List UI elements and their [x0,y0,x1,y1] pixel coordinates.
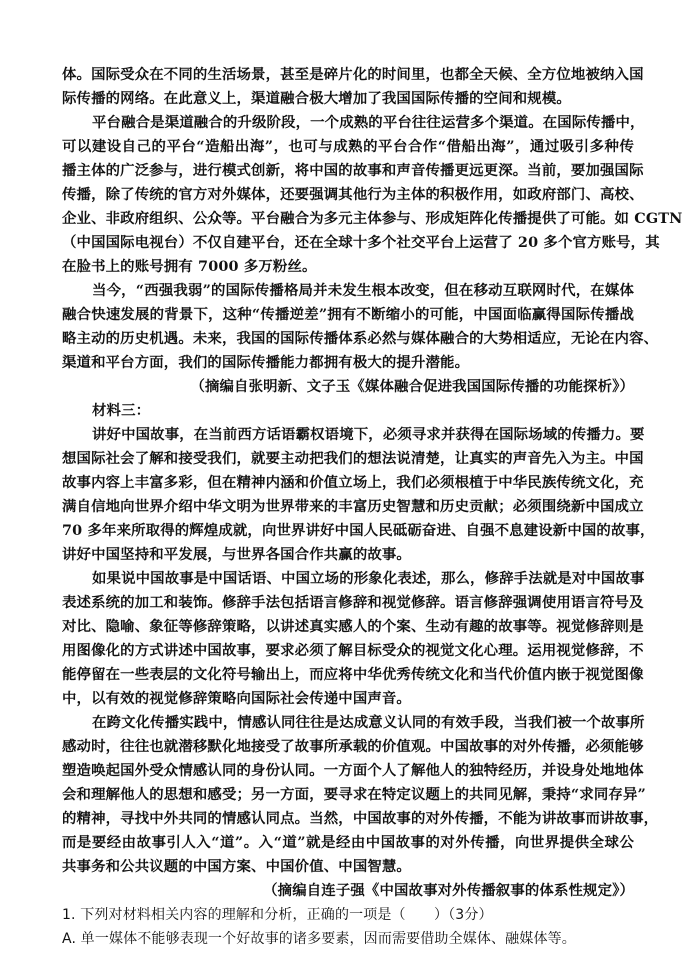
paragraph-line: 在脸书上的账号拥有 7000 多万粉丝。 [62,258,317,275]
answer-option-a[interactable]: A. 单一媒体不能够表现一个好故事的诸多要素，因而需要借助全媒体、融媒体等。 [62,931,576,947]
paragraph-line: 对比、隐喻、象征等修辞策略，以讲述真实感人的个案、生动有趣的故事等。视觉修辞则是 [62,618,644,635]
paragraph-line: 用图像化的方式讲述中国故事，要求必须了解目标受众的视觉文化心理。运用视觉修辞，不 [62,642,644,659]
paragraph-line: 70 多年来所取得的辉煌成就，向世界讲好中国人民砥砺奋进、自强不息建设新中国的故事， [62,522,655,539]
paragraph-line: 想国际社会了解和接受我们，就要主动把我们的想法说清楚，让真实的声音先入为主。中国 [62,450,644,467]
paragraph-line: 讲好中国故事，在当前西方话语霸权语境下，必须寻求并获得在国际场域的传播力。要 [92,426,645,443]
paragraph-line: 融合快速发展的背景下，这种“传播逆差”拥有不断缩小的可能，中国面临赢得国际传播战 [62,306,634,323]
paragraph-line: 中，以有效的视觉修辞策略向国际社会传递中国声音。 [62,690,411,707]
paragraph-line: 讲好中国坚持和平发展，与世界各国合作共赢的故事。 [62,546,411,563]
paragraph-line: 塑造唤起国外受众情感认同的身份认同。一方面个人了解他人的独特经历，并设身处地地体 [62,762,644,779]
paragraph-line: 企业、非政府组织、公众等。平台融合为多元主体参与、形成矩阵化传播提供了可能。如 CGTN [62,210,683,227]
paragraph-line: 略主动的历史机遇。未来，我国的国际传播体系必然与媒体融合的大势相适应，无论在内容、 [62,330,659,347]
paragraph-line: 在跨文化传播实践中，情感认同往往是达成意义认同的有效手段，当我们被一个故事所 [92,714,645,731]
source-citation: （摘编自张明新、文子玉《媒体融合促进我国国际传播的功能探析》） [190,378,634,395]
paragraph-line: 可以建设自己的平台“造船出海”，也可与成熟的平台合作“借船出海”，通过吸引多种传 [62,138,634,155]
paragraph-line: 共事务和公共议题的中国方案、中国价值、中国智慧。 [62,858,411,875]
paragraph-line: 平台融合是渠道融合的升级阶段，一个成熟的平台往往运营多个渠道。在国际传播中， [92,114,645,131]
paragraph-line: 表述系统的加工和装饰。修辞手法包括语言修辞和视觉修辞。语言修辞强调使用语言符号及 [62,594,644,611]
paragraph-line: 而是要经由故事引人入“道”。入“道”就是经由中国故事的对外传播，向世界提供全球公 [62,834,634,851]
paragraph-line: 传播，除了传统的官方对外媒体，还要强调其他行为主体的积极作用，如政府部门、高校、 [62,186,644,203]
paragraph-line: 当今，“西强我弱”的国际传播格局并未发生根本改变，但在移动互联网时代，在媒体 [92,282,634,299]
section-heading: 材料三： [92,402,151,419]
source-citation: （摘编自连子强《中国故事对外传播叙事的体系性规定》） [263,882,634,899]
paragraph-line: 渠道和平台方面，我们的国际传播能力都拥有极大的提升潜能。 [62,354,470,371]
paragraph-line: 故事内容上丰富多彩，但在精神内涵和价值立场上，我们必须根植于中华民族传统文化，充 [62,474,644,491]
paragraph-line: 际传播的网络。在此意义上，渠道融合极大增加了我国国际传播的空间和规模。 [62,90,571,107]
paragraph-line: 满自信地向世界介绍中华文明为世界带来的丰富历史智慧和历史贡献；必须围绕新中国成立 [62,498,644,515]
paragraph-line: 播主体的广泛参与，进行模式创新，将中国的故事和声音传播更远更深。当前，要加强国际 [62,162,644,179]
paragraph-line: 会和理解他人的思想和感受；另一方面，要寻求在特定议题上的共同见解，秉持“求同存异” [62,786,646,803]
paragraph-line: 体。国际受众在不同的生活场景，甚至是碎片化的时间里，也都全天候、全方位地被纳入国 [62,66,644,83]
paragraph-line: 如果说中国故事是中国话语、中国立场的形象化表述，那么，修辞手法就是对中国故事 [92,570,645,587]
paragraph-line: 能停留在一些表层的文化符号输出上，而应将中华优秀传统文化和当代价值内嵌于视觉图像 [62,666,644,683]
question-stem: 1. 下列对材料相关内容的理解和分析，正确的一项是（ ）（3分） [62,907,493,923]
paragraph-line: 的精神，寻找中外共同的情感认同点。当然，中国故事的对外传播，不能为讲故事而讲故事， [62,810,659,827]
paragraph-line: （中国国际电视台）不仅自建平台，还在全球十多个社交平台上运营了 20 多个官方账号，其 [62,234,660,251]
paragraph-line: 感动时，往往也就潜移默化地接受了故事所承载的价值观。中国故事的对外传播，必须能够 [62,738,644,755]
